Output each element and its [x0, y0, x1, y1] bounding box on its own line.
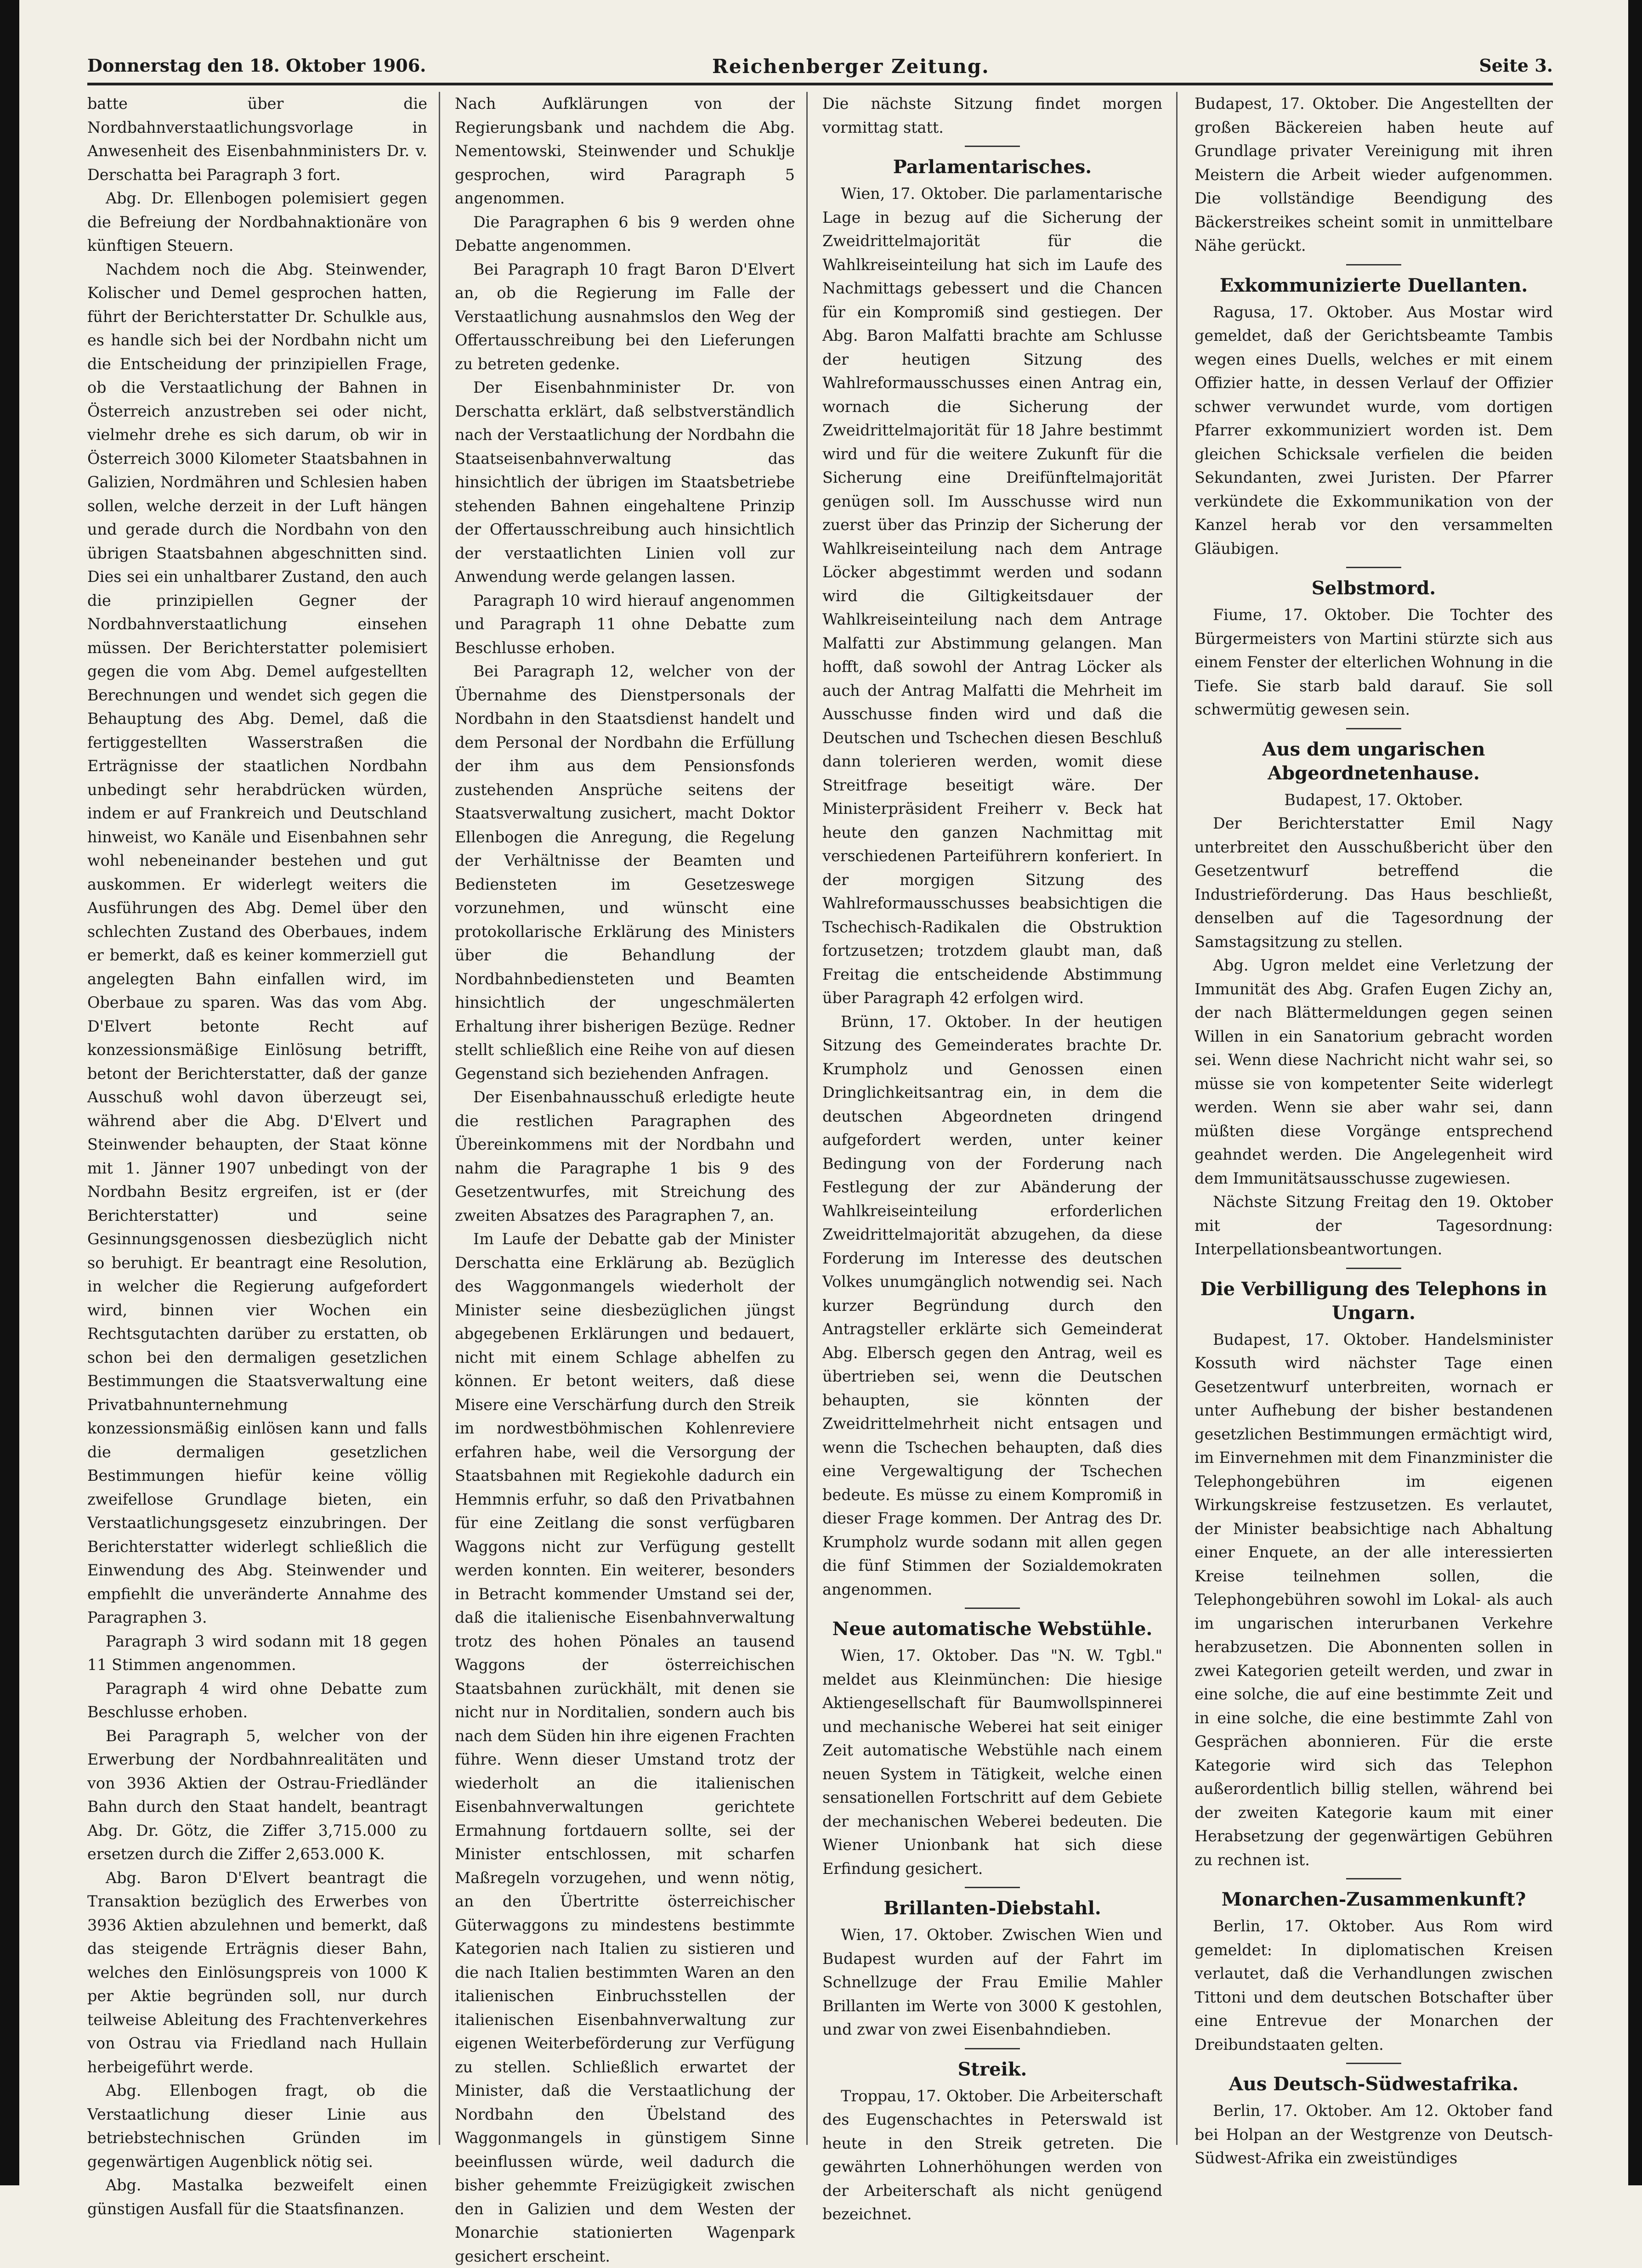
- column-divider: [439, 92, 440, 2145]
- column-divider: [1176, 92, 1178, 2145]
- paragraph: Nächste Sitzung Freitag den 19. Oktober mit der Tagesordnung: Interpellationsbeantwortungen.: [1195, 1193, 1553, 1258]
- headline: Exkommunizierte Duellanten.: [1219, 274, 1528, 296]
- dateline: Budapest, 17. Oktober.: [1284, 790, 1463, 809]
- paragraph: Abg. Ugron meldet eine Verletzung der Immunität des Abg. Grafen Eugen Zichy an, der nach Blättermeldungen gegen seinen Willen in ein Sanatorium gebracht worden sei. Wenn diese Nachricht nicht wahr sei, so müsse sie von kompetenter Seite widerlegt werden. Wenn sie aber wahr sei, dann müßten diese Vorgänge entsprechend geahndet werden. Die Angelegenheit wird dem Immunitätsausschusse zugewiesen.: [1195, 956, 1553, 1187]
- separator: [965, 146, 1020, 147]
- paragraph: Nach Aufklärungen von der Regierungsbank und nachdem die Abg. Nementowski, Steinwender und Schuklje gesprochen, wird Paragraph 5 angenommen.: [455, 95, 795, 207]
- header-rule: [87, 83, 1553, 85]
- paragraph: Bei Paragraph 5, welcher von der Erwerbung der Nordbahnrealitäten und von 3936 Aktien der Ostrau-Friedländer Bahn durch den Staat handelt, beantragt Abg. Dr. Götz, die Ziffer 3,715.000 zu ersetzen durch die Ziffer 2,653.000 K.: [87, 1726, 427, 1863]
- separator: [1346, 728, 1401, 729]
- separator: [1346, 2063, 1401, 2064]
- column-1: [87, 92, 427, 2218]
- separator: [965, 1608, 1020, 1609]
- paragraph: Brünn, 17. Oktober. In der heutigen Sitzung des Gemeinderates brachte Dr. Krumpholz und Genossen einen Dringlichkeitsantrag ein, in dem die deutschen Abgeordneten dringend aufgefordert werden, unter keiner Bedingung von der Forderung nach Festlegung der zur Abänderung der Wahlkreiseinteilung erforderlichen Zweidrittelmajorität abzugehen, da diese Forderung im Interesse des deutschen Volkes unumgänglich notwendig sei. Nach kurzer Begründung durch den Antragsteller erklärte sich Gemeinderat Abg. Elbersch gegen den Antrag, weil es übertrieben sei, wenn die Deutschen behaupten, sie könnten der Zweidrittelmehrheit nicht entsagen und wenn die Tschechen behaupten, daß dies eine Vergewaltigung der Tschechen bedeute. Es müsse zu einem Kompromiß in dieser Frage kommen. Der Antrag des Dr. Krumpholz wurde sodann mit allen gegen die fünf Stimmen der Sozialdemokraten angenommen.: [822, 1012, 1162, 1598]
- paragraph: Der Eisenbahnausschuß erledigte heute die restlichen Paragraphen des Übereinkommens mit der Nordbahn und nahm die Paragraphe 1 bis 9 des Gesetzentwurfes, mit Streichung des zweiten Absatzes des Paragraphen 7, an.: [455, 1088, 795, 1224]
- column-4: [1195, 92, 1553, 2167]
- headline: Aus Deutsch-Südwestafrika.: [1229, 2073, 1519, 2095]
- paragraph: Wien, 17. Oktober. Zwischen Wien und Budapest wurden auf der Fahrt im Schnellzuge der Frau Emilie Mahler Brillanten im Werte von 3000 K gestohlen, und zwar von zwei Eisenbahndieben.: [822, 1926, 1162, 2038]
- headline: Selbstmord.: [1311, 577, 1436, 599]
- paragraph: Budapest, 17. Oktober. Handelsminister Kossuth wird nächster Tage einen Gesetzentwurf unterbreiten, wornach er unter Aufhebung der bisher bestandenen gesetzlichen Bestimmungen ermächtigt wird, im Einvernehmen mit dem Finanzminister die Telephongebühren im eigenen Wirkungskreise festzusetzen. Es verlautet, der Minister beabsichtige nach Abhaltung einer Enquete, an der alle interessierten Kreise teilnehmen sollen, die Telephongebühren sowohl im Lokal- als auch im ungarischen interurbanen Verkehre herabzusetzen. Die Abonnenten sollen in zwei Kategorien geteilt werden, und zwar in eine solche, die auf eine bestimmte Zeit und in eine solche, die eine bestimmte Zahl von Gesprächen abonnieren. Für die erste Kategorie wird sich das Telephon außerordentlich billig stellen, während bei der zweiten Kategorie kaum mit einer Herabsetzung der gegenwärtigen Gebühren zu rechnen ist.: [1195, 1330, 1553, 1869]
- issue-date: Donnerstag den 18. Oktober 1906.: [87, 55, 426, 76]
- page-number: Seite 3.: [1479, 55, 1553, 76]
- headline: Neue automatische Webstühle.: [832, 1618, 1153, 1640]
- separator: [1346, 1268, 1401, 1269]
- paragraph: Berlin, 17. Oktober. Am 12. Oktober fand bei Holpan an der Westgrenze von Deutsch-Südwest-Afrika ein zweistündiges: [1195, 2102, 1553, 2167]
- separator: [1346, 567, 1401, 568]
- paragraph: Fiume, 17. Oktober. Die Tochter des Bürgermeisters von Martini stürzte sich aus einem Fenster der elterlichen Wohnung in die Tiefe. Sie starb bald darauf. Sie soll schwermütig gewesen sein.: [1195, 606, 1553, 718]
- paragraph: Die Paragraphen 6 bis 9 werden ohne Debatte angenommen.: [455, 213, 795, 254]
- separator: [965, 2048, 1020, 2049]
- paragraph: Die nächste Sitzung findet morgen vormittag statt.: [822, 95, 1162, 136]
- headline: Monarchen-Zusammenkunft?: [1221, 1889, 1526, 1910]
- paragraph: Bei Paragraph 10 fragt Baron D'Elvert an, ob die Regierung im Falle der Verstaatlichung ausnahmslos den Weg der Offertausschreibung bei den Lieferungen zu betreten gedenke.: [455, 260, 795, 373]
- column-3: [822, 92, 1162, 2223]
- paragraph: Abg. Mastalka bezweifelt einen günstigen Ausfall für die Staatsfinanzen.: [87, 2176, 427, 2218]
- paragraph: Der Berichterstatter Emil Nagy unterbreitet den Ausschußbericht über den Gesetzentwurf betreffend die Industrieförderung. Das Haus beschließt, denselben auf die Tagesordnung der Samstagsitzung zu stellen.: [1195, 814, 1553, 951]
- paragraph: Berlin, 17. Oktober. Aus Rom wird gemeldet: In diplomatischen Kreisen verlautet, daß die Verhandlungen zwischen Tittoni und dem deutschen Botschafter über eine Entrevue der Monarchen der Dreibundstaaten gelten.: [1195, 1917, 1553, 2054]
- paragraph: Wien, 17. Oktober. Das "N. W. Tgbl." meldet aus Kleinmünchen: Die hiesige Aktiengesellschaft für Baumwollspinnerei und mechanische Weberei hat seit einiger Zeit automatische Webstühle nach einem neuen System in Tätigkeit, welche einen sensationellen Fortschritt auf dem Gebiete der mechanischen Weberei bedeuten. Die Wiener Unionbank hat sich diese Erfindung gesichert.: [822, 1647, 1162, 1878]
- paragraph: Wien, 17. Oktober. Die parlamentarische Lage in bezug auf die Sicherung der Zweidrittelmajorität für die Wahlkreiseinteilung hat sich im Laufe des Nachmittags gebessert und die Chancen für ein Kompromiß sind gestiegen. Der Abg. Baron Malfatti brachte am Schlusse der heutigen Sitzung des Wahlreformausschusses einen Antrag ein, wornach die Sicherung der Zweidrittelmajorität für 18 Jahre bestimmt wird und für die weitere Zukunft für die Sicherung eine Dreifünftelmajorität genügen soll. Im Ausschusse wird nun zuerst über das Prinzip der Sicherung der Wahlkreiseinteilung nach dem Antrage Löcker abgestimmt werden und sodann wird die Giltigkeitsdauer der Wahlkreiseinteilung nach dem Antrage Malfatti zur Abstimmung gelangen. Man hofft, daß sowohl der Antrag Löcker als auch der Antrag Malfatti die Mehrheit im Ausschusse finden wird und daß die Deutschen und Tschechen diesen Beschluß dann tolerieren werden, womit diese Streitfrage beseitigt wäre. Der Ministerpräsident Freiherr v. Beck hat heute den ganzen Nachmittag mit verschiedenen Parteiführern konferiert. In der morgigen Sitzung des Wahlreformausschusses beabsichtigen die Tschechisch-Radikalen die Obstruktion fortzusetzen; trotzdem glaubt man, daß Freitag die entscheidende Abstimmung über Paragraph 42 erfolgen wird.: [822, 185, 1162, 1007]
- paragraph: Ragusa, 17. Oktober. Aus Mostar wird gemeldet, daß der Gerichtsbeamte Tambis wegen eines Duells, welches er mit einem Offizier hatte, in dessen Verlauf der Offizier schwer verwundet wurde, vom dortigen Pfarrer exkommuniziert worden ist. Dem gleichen Schicksale verfielen die beiden Sekundanten, zwei Juristen. Der Pfarrer verkündete die Exkommunikation von der Kanzel herab vor den versammelten Gläubigen.: [1195, 303, 1553, 558]
- paragraph: Abg. Ellenbogen fragt, ob die Verstaatlichung dieser Linie aus betriebstechnischen Gründen im gegenwärtigen Augenblick nötig sei.: [87, 2082, 427, 2171]
- headline: Brillanten-Diebstahl.: [883, 1897, 1101, 1919]
- paragraph: Paragraph 3 wird sodann mit 18 gegen 11 Stimmen angenommen.: [87, 1632, 427, 1674]
- paragraph: Troppau, 17. Oktober. Die Arbeiterschaft des Eugenschachtes in Peterswald ist heute in den Streik getreten. Die gewährten Lohnerhöhungen werden von der Arbeiterschaft als nicht genügend bezeichnet.: [822, 2087, 1162, 2223]
- column-divider: [806, 92, 808, 2145]
- paragraph: Abg. Dr. Ellenbogen polemisiert gegen die Befreiung der Nordbahnaktionäre von künftigen Steuern.: [87, 189, 427, 254]
- headline: Die Verbilligung des Telephons in Ungarn.: [1200, 1278, 1547, 1324]
- paragraph: Paragraph 10 wird hierauf angenommen und Paragraph 11 ohne Debatte zum Beschlusse erhoben.: [455, 591, 795, 657]
- separator: [1346, 1878, 1401, 1879]
- paragraph: Im Laufe der Debatte gab der Minister Derschatta eine Erklärung ab. Bezüglich des Waggonmangels wiederholt der Minister seine diesbezüglichen jüngst abgegebenen Erklärungen und bedauert, nicht mit einem Schlage abhelfen zu können. Er betont weiters, daß diese Misere eine Verschärfung durch den Streik im nordwestböhmischen Kohlenreviere erfahren habe, weil die Versorgung der Staatsbahnen mit Regiekohle dadurch ein Hemmnis erfuhr, so daß den Privatbahnen für eine Zeitlang die sonst verfügbaren Waggons nicht zur Verfügung gestellt werden konnten. Ein weiterer, besonders in Betracht kommender Umstand sei der, daß die italienische Eisenbahnverwaltung trotz des hohen Pönales an tausend Waggons der österreichischen Staatsbahnen zurückhält, mit denen sie nicht nur in Norditalien, sondern auch bis nach dem Süden hin ihre eigenen Frachten führe. Wenn dieser Umstand trotz der wiederholt an die italienischen Eisenbahnverwaltungen gerichtete Ermahnung fortdauern sollte, sei der Minister entschlossen, mit scharfen Maßregeln vorzugehen, und wenn nötig, an den Übertritte österreichischer Güterwaggons zu mindestens bestimmte Kategorien nach Italien zu sistieren und die nach Italien bestimmten Waren an den italienischen Einbruchsstellen der italienischen Eisenbahnverwaltung zur eigenen Weiterbeförderung zur Verfügung zu stellen. Schließlich erwartet der Minister, daß die Verstaatlichung der Nordbahn den Übelstand des Waggonmangels in günstigem Sinne beeinflussen würde, weil dadurch die bisher gehemmte Freizügigkeit zwischen den in Galizien und dem Westen der Monarchie stationierten Wagenpark gesichert erscheint.: [455, 1230, 795, 2265]
- paragraph: Bei Paragraph 12, welcher von der Übernahme des Dienstpersonals der Nordbahn in den Staatsdienst handelt und dem Personal der Nordbahn die Erfüllung der ihm aus dem Pensionsfonds zustehenden Ansprüche seitens der Staatsverwaltung zusichert, macht Doktor Ellenbogen die Anregung, die Regelung der Verhältnisse der Beamten und Bediensteten im Gesetzeswege vorzunehmen, und wünscht eine protokollarische Erklärung des Ministers über die Behandlung der Nordbahnbediensteten und Beamten hinsichtlich der ungeschmälerten Erhaltung ihrer bisherigen Bezüge. Redner stellt schließlich eine Reihe von auf diesen Gegenstand sich beziehenden Anfragen.: [455, 662, 795, 1083]
- paragraph: batte über die Nordbahnverstaatlichungsvorlage in Anwesenheit des Eisenbahnministers Dr. v. Derschatta bei Paragraph 3 fort.: [87, 95, 427, 184]
- column-2: [455, 92, 795, 2265]
- headline: Streik.: [957, 2058, 1027, 2080]
- paragraph: Nachdem noch die Abg. Steinwender, Kolischer und Demel gesprochen hatten, führt der Berichterstatter Dr. Schulkle aus, es handle sich bei der Nordbahn nicht um die Entscheidung der prinzipiellen Frage, ob die Verstaatlichung der Bahnen in Österreich anzustreben sei oder nicht, vielmehr drehe es sich darum, ob wir in Österreich 3000 Kilometer Staatsbahnen in Galizien, Nordmähren und Schlesien haben sollen, welche derzeit in der Luft hängen und gerade durch die Nordbahn von den übrigen Staatsbahnen abgeschnitten sind. Dies sei ein unhaltbarer Zustand, den auch die prinzipiellen Gegner der Nordbahnverstaatlichung einsehen müssen. Der Berichterstatter polemisiert gegen die vom Abg. Demel aufgestellten Berechnungen und wendet sich gegen die Behauptung des Abg. Demel, daß die fertiggestellten Wasserstraßen die Erträgnisse der staatlichen Nordbahn unbedingt sehr herabdrücken würden, indem er auf Frankreich und Deutschland hinweist, wo Kanäle und Eisenbahnen sehr wohl nebeneinander bestehen und gut auskommen. Er widerlegt weiters die Ausführungen des Abg. Demel über den schlechten Zustand des Oberbaues, indem er bemerkt, daß es keiner kommerziell gut angelegten Bahn einfallen wird, im Oberbaue zu sparen. Was das vom Abg. D'Elvert betonte Recht auf konzessionsmäßige Einlösung betrifft, betont der Berichterstatter, daß der ganze Ausschuß wohl davon überzeugt sei, während aber die Abg. D'Elvert und Steinwender behaupten, der Staat könne mit 1. Jänner 1907 unbedingt von der Nordbahn Besitz ergreifen, ist er (der Berichterstatter) und seine Gesinnungsgenossen diesbezüglich nicht so beruhigt. Er beantragt eine Resolution, in welcher die Regierung aufgefordert wird, binnen vier Wochen ein Rechtsgutachten darüber zu erstatten, ob schon bei den dermaligen gesetzlichen Bestimmungen die Staatsverwaltung eine Privatbahnunternehmung konzessionsmäßig einlösen kann und falls die dermaligen gesetzlichen Bestimmungen hiefür keine völlig zweifellose Grundlage bieten, ein Verstaatlichungsgesetz einzubringen. Der Berichterstatter widerlegt schließlich die Einwendung des Abg. Steinwender und empfiehlt die unveränderte Annahme des Paragraphen 3.: [87, 260, 427, 1626]
- paragraph: Budapest, 17. Oktober. Die Angestellten der großen Bäckereien haben heute auf Grundlage privater Vereinigung mit ihren Meistern die Arbeit wieder aufgenommen. Die vollständige Beendigung des Bäckerstreikes scheint somit in unmittelbare Nähe gerückt.: [1195, 95, 1553, 254]
- headline: Parlamentarisches.: [893, 156, 1092, 178]
- page-header: [87, 55, 1553, 83]
- paragraph: Abg. Baron D'Elvert beantragt die Transaktion bezüglich des Erwerbes von 3936 Aktien abzulehnen und bemerkt, daß das steigende Erträgnis dieser Bahn, welches den Einlösungspreis von 1000 K per Aktie begründen soll, nur durch teilweise Ableitung des Frachtenverkehres von Ostrau via Friedland nach Hullain herbeigeführt werde.: [87, 1868, 427, 2076]
- separator: [1346, 264, 1401, 265]
- separator: [965, 1887, 1020, 1888]
- newspaper-title: Reichenberger Zeitung.: [712, 55, 990, 78]
- paragraph: Der Eisenbahnminister Dr. von Derschatta erklärt, daß selbstverständlich nach der Verstaatlichung der Nordbahn die Staatseisenbahnverwaltung das hinsichtlich der übrigen im Staatsbetriebe stehenden Bahnen eingehaltene Prinzip der Offertausschreibung auch hinsichtlich der verstaatlichten Linien voll zur Anwendung werde gelangen lassen.: [455, 378, 795, 586]
- paragraph: Paragraph 4 wird ohne Debatte zum Beschlusse erhoben.: [87, 1679, 427, 1721]
- headline: Aus dem ungarischen Abgeordnetenhause.: [1262, 738, 1485, 784]
